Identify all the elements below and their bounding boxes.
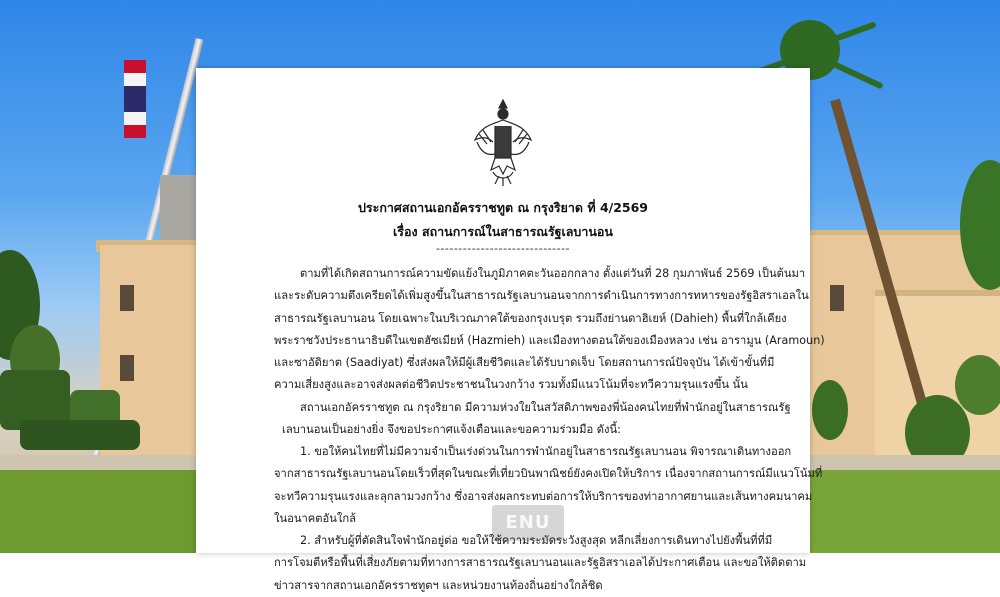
lawn-right <box>810 470 1000 553</box>
paragraph-1 <box>274 263 825 397</box>
list-item-line: จะทวีความรุนแรงและลุกลามวงกว้าง ซึ่งอาจส่งผลกระทบต่อการให้บริการของท่าอากาศยานและเส้นทางคมนาคม <box>274 489 813 503</box>
list-item-line: ในอนาคตอันใกล้ <box>274 511 356 525</box>
list-item-line: ข่าวสารจากสถานเอกอัครราชทูตฯ และหน่วยงานท้องถิ่นอย่างใกล้ชิด <box>274 578 603 592</box>
shrub-right-2 <box>955 355 1000 415</box>
announcement-title: ประกาศสถานเอกอัครราชทูต ณ กรุงริยาด ที่ 4/2569 <box>357 200 648 215</box>
list-item-line: จากสาธารณรัฐเลบานอนโดยเร็วที่สุดในขณะที่เที่ยวบินพาณิชย์ยังคงเปิดให้บริการ เนื่องจากสถานการณ์มีแนวโน้มที่ <box>274 467 823 481</box>
paragraph-2 <box>274 397 791 442</box>
channel-watermark: ENU <box>492 505 564 541</box>
title-separator: ------------------------------ <box>435 242 571 255</box>
paragraph-line: พระราชวังประธานาธิบดีในเขตฮัซเมียห์ (Hazmieh) และเมืองทางตอนใต้ของเมืองหลวง เช่น อารามูน (Aramoun) <box>274 333 825 347</box>
list-item-line: 2. สำหรับผู้ที่ตัดสินใจพำนักอยู่ต่อ ขอให้ใช้ความระมัดระวังสูงสุด หลีกเลี่ยงการเดินทางไปยังพื้นที่ที่มี <box>300 534 773 547</box>
announcement-document <box>196 68 825 592</box>
list-item-line: การโจมตีหรือพื้นที่เสี่ยงภัยตามที่ทางการสาธารณรัฐเลบานอนและรัฐอิสราเอลได้ประกาศเตือน และขอให้ติดตาม <box>274 556 807 570</box>
hedge-left-3 <box>20 420 140 450</box>
paragraph-line: และระดับความตึงเครียดได้เพิ่มสูงขึ้นในสาธารณรัฐเลบานอนจากการดำเนินการทางการทหารของรัฐอิสราเอลใน <box>274 289 809 303</box>
thai-flag-icon <box>124 60 146 140</box>
paragraph-line: ความเสี่ยงสูงและอาจส่งผลต่อชีวิตประชาชนในวงกว้าง รวมทั้งมีแนวโน้มที่จะทวีความรุนแรงขึ้น นั้น <box>274 378 748 392</box>
paragraph-line: ตามที่ได้เกิดสถานการณ์ความขัดแย้งในภูมิภาคตะวันออกกลาง ตั้งแต่วันที่ 28 กุมภาพันธ์ 2569 เป็นต้นมา <box>300 267 806 280</box>
paragraph-line: และซาอัดิยาต (Saadiyat) ซึ่งส่งผลให้มีผู้เสียชีวิตและได้รับบาดเจ็บ โดยสถานการณ์ปัจจุบัน ได้เข้าขั้นที่มี <box>274 356 775 370</box>
garuda-emblem-icon <box>473 96 533 188</box>
paragraph-line: สถานเอกอัครราชทูต ณ กรุงริยาด มีความห่วงใยในสวัสดิภาพของพี่น้องคนไทยที่พำนักอยู่ในสาธารณรัฐ <box>300 401 791 414</box>
announcement-subject: เรื่อง สถานการณ์ในสาธารณรัฐเลบานอน <box>393 224 613 239</box>
lawn-left <box>0 470 200 553</box>
list-item-line: 1. ขอให้คนไทยที่ไม่มีความจำเป็นเร่งด่วนในการพำนักอยู่ในสาธารณรัฐเลบานอน พิจารณาเดินทางออก <box>300 445 792 458</box>
paragraph-line: เลบานอนเป็นอย่างยิ่ง จึงขอประกาศแจ้งเตือนและขอความร่วมมือ ดังนี้: <box>282 423 621 437</box>
paragraph-line: สาธารณรัฐเลบานอน โดยเฉพาะในบริเวณภาคใต้ของกรุงเบรุต รวมถึงย่านดาฮิเยห์ (Dahieh) พื้นที่ใกล้เคียง <box>274 311 787 325</box>
